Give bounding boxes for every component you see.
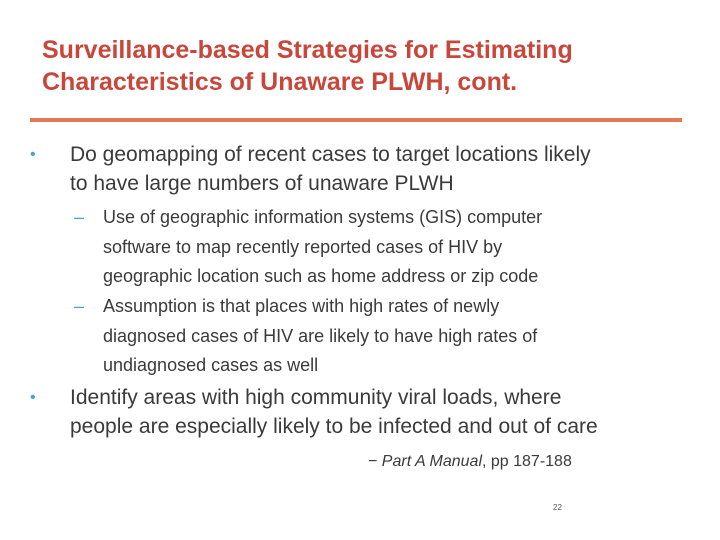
bullet-line: Identify areas with high community viral loads, where [70,386,562,409]
subbullet-line: software to map recently reported cases of HIV by [103,236,503,257]
bullet-item [70,383,598,441]
subbullet-line: geographic location such as home address or zip code [103,266,539,286]
slide-title-line-2: Characteristics of Unaware PLWH, cont. [42,68,518,96]
bullet-line: people are especially likely to be infected and out of care [70,415,598,438]
subbullet-marker: – [74,207,85,227]
subbullet-item [103,292,537,381]
subbullet-line: undiagnosed cases as well [103,355,319,375]
bullet-marker: • [30,389,36,406]
bullet-line: Do geomapping of recent cases to target locations likely [70,143,591,166]
citation [368,451,572,473]
bullet-item [70,140,591,198]
citation-prefix: − [368,453,382,470]
subbullet-marker: – [74,296,85,316]
citation-source: Part A Manual [381,453,482,470]
subbullet-line: Assumption is that places with high rates of newly [103,296,500,316]
citation-pages: , pp 187-188 [482,453,572,470]
bullet-marker: • [30,146,36,163]
bullet-line: to have large numbers of unaware PLWH [70,172,454,195]
slide-title-line-1: Surveillance-based Strategies for Estimating [42,36,573,64]
page-number: 22 [553,503,562,512]
subbullet-line: diagnosed cases of HIV are likely to have high rates of [103,325,538,346]
subbullet-item [103,203,542,292]
subbullet-line: Use of geographic information systems (GIS) computer [103,207,543,227]
